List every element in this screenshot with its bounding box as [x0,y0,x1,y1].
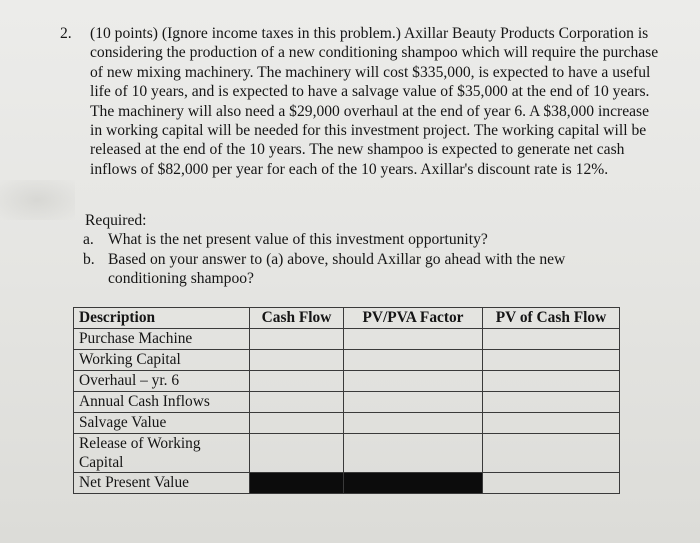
pv-cell[interactable] [483,329,620,350]
row-label: Working Capital [74,350,250,371]
paper-smudge [0,180,75,220]
row-label: Annual Cash Inflows [74,392,250,413]
factor-cell[interactable] [344,329,483,350]
table-row [74,392,620,413]
row-label: Purchase Machine [74,329,250,350]
table-row [74,371,620,392]
header-pv-cash-flow: PV of Cash Flow [483,308,620,329]
factor-cell[interactable] [344,350,483,371]
header-pv-factor: PV/PVA Factor [344,308,483,329]
pv-cell[interactable] [483,413,620,434]
row-label [74,434,250,473]
cash-flow-cell[interactable] [250,371,344,392]
required-item-text: Based on your answer to (a) above, should Axillar go ahead with the new conditioning shampoo? [108,250,566,288]
table-row [74,350,620,371]
pv-cell[interactable] [483,392,620,413]
blacked-out-cell [250,473,344,494]
required-section [85,211,645,289]
row-label: Salvage Value [74,413,250,434]
problem-statement [60,24,660,179]
cash-flow-cell[interactable] [250,434,344,473]
cash-flow-cell[interactable] [250,329,344,350]
table-header-row [74,308,620,329]
row-label-line: Capital [79,454,124,471]
table-row [74,434,620,473]
pv-cell[interactable] [483,350,620,371]
pv-cell[interactable] [483,371,620,392]
required-heading: Required: [85,212,147,229]
factor-cell[interactable] [344,413,483,434]
factor-cell[interactable] [344,392,483,413]
required-item-letter: b. [83,250,95,268]
npv-table [73,307,620,494]
problem-number: 2. [60,25,72,42]
table-row [74,413,620,434]
net-present-value-label: Net Present Value [74,473,250,494]
cash-flow-cell[interactable] [250,413,344,434]
row-label-line: Release of Working [79,435,201,452]
factor-cell[interactable] [344,434,483,473]
cash-flow-cell[interactable] [250,350,344,371]
row-label: Overhaul – yr. 6 [74,371,250,392]
blacked-out-cell [344,473,483,494]
required-item-letter: a. [83,231,94,249]
npv-answer-cell[interactable] [483,473,620,494]
factor-cell[interactable] [344,371,483,392]
header-cash-flow: Cash Flow [250,308,344,329]
required-item-b [85,250,645,289]
required-item-text: What is the net present value of this investment opportunity? [108,231,488,249]
problem-text: (10 points) (Ignore income taxes in this problem.) Axillar Beauty Products Corporation is considering the production of a new conditioning shampoo which will require the purchase of new mixing machinery. The machinery will cost $335,000, is expected to have a useful life of 10 years, and is expected to have a salvage value of $35,000 at the end of 10 years. The machinery will also need a $29,000 overhaul at the end of year 6. A $38,000 increase in working capital will be needed for this investment project. The working capital will be released at the end of the 10 years. The new shampoo is expected to generate net cash inflows of $82,000 per year for each of the 10 years. Axillar's discount rate is 12%. [90,25,659,178]
required-item-a [85,230,645,249]
header-description: Description [74,308,250,329]
cash-flow-cell[interactable] [250,392,344,413]
pv-cell[interactable] [483,434,620,473]
table-row [74,329,620,350]
net-present-value-row [74,473,620,494]
